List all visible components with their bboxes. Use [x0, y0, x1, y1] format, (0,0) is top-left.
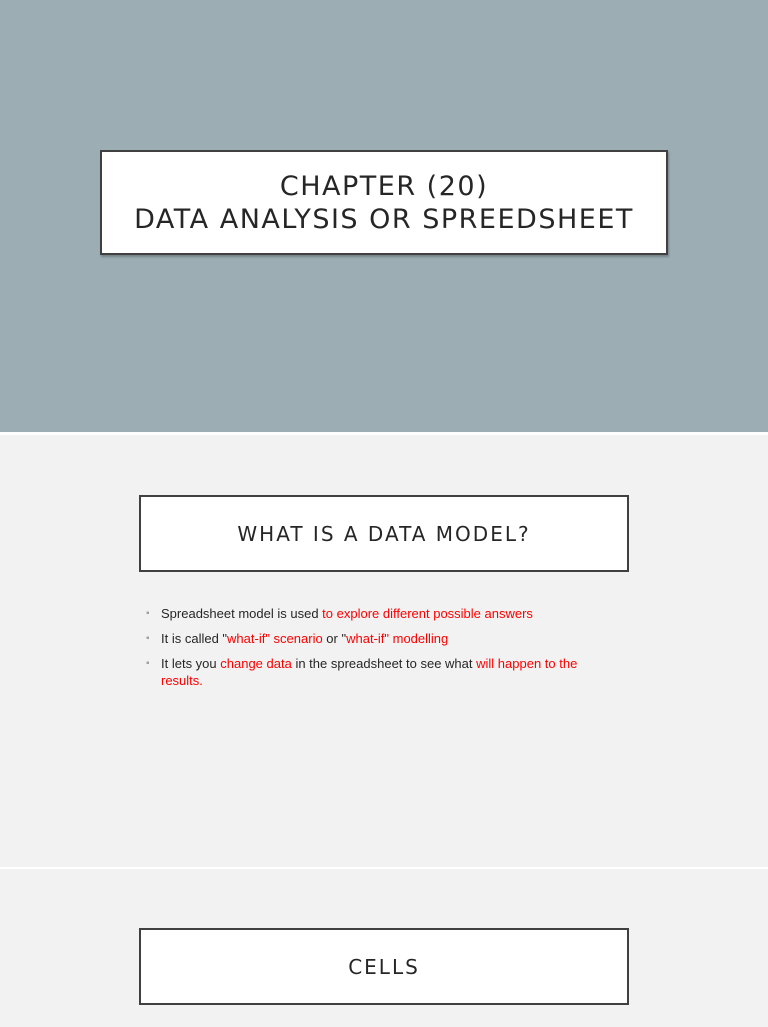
bullet-list: [146, 605, 606, 697]
bullet-text: Spreadsheet model is used: [161, 606, 323, 621]
bullet-item: [146, 655, 606, 689]
chapter-title-line1: CHAPTER (20): [279, 170, 489, 202]
cells-title-box: [139, 928, 629, 1005]
chapter-title-line2: DATA ANALYSIS OR SPREEDSHEET: [134, 203, 634, 235]
slide-chapter-title: [0, 0, 768, 432]
bullet-highlight: to explore different possible answers: [322, 606, 533, 621]
bullet-item: [146, 605, 606, 622]
bullet-marker-icon: ▪: [146, 658, 150, 669]
bullet-text: It is called ": [161, 631, 228, 646]
data-model-title: WHAT IS A DATA MODEL?: [237, 521, 531, 546]
bullet-highlight: will happen to the results.: [161, 656, 578, 688]
bullet-highlight: what-if" scenario: [227, 631, 323, 646]
slide-cells: [0, 869, 768, 1027]
bullet-highlight: what-if" modelling: [346, 631, 449, 646]
bullet-text: in the spreadsheet to see what: [291, 656, 477, 671]
bullet-highlight: change data: [220, 656, 292, 671]
bullet-text: It lets you: [161, 656, 221, 671]
bullet-marker-icon: ▪: [146, 608, 150, 619]
data-model-title-box: [139, 495, 629, 572]
bullet-marker-icon: ▪: [146, 633, 150, 644]
bullet-text: or ": [322, 631, 347, 646]
chapter-title-box: [100, 150, 668, 255]
slide-data-model: [0, 434, 768, 867]
bullet-item: [146, 630, 606, 647]
cells-title: CELLS: [348, 954, 420, 979]
